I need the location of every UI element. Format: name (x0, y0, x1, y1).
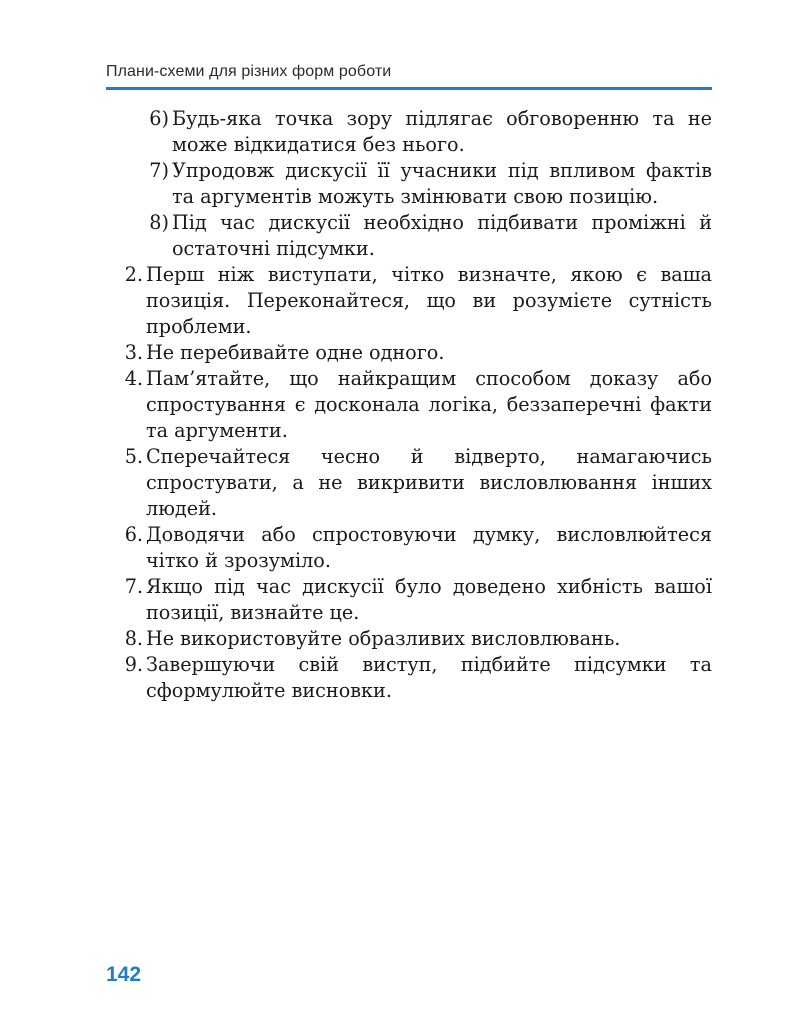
list-item (0, 574, 800, 626)
sub-list-item (0, 210, 800, 262)
item-text: Пам’ятайте, що найкращим способом доказу або спростування є досконала логіка, беззаперечні факти та аргументи. (146, 367, 712, 442)
sub-item-text: Під час дискусії необхідно підбивати проміжні й остаточні підсумки. (172, 211, 712, 260)
item-number: 2. (124, 263, 143, 286)
sub-list-item (0, 106, 800, 158)
list-item (0, 366, 800, 444)
item-number: 8. (124, 627, 143, 650)
item-text: Доводячи або спростовуючи думку, висловлюйтеся чітко й зрозуміло. (146, 523, 712, 572)
sub-list-item (0, 158, 800, 210)
item-number: 7. (124, 575, 143, 598)
sub-item-number: 8) (149, 211, 169, 234)
list-item (0, 652, 800, 704)
item-number: 3. (124, 341, 143, 364)
item-text: Сперечайтеся чесно й відверто, намагаючись спростувати, а не викривити висловлювання інших людей. (146, 445, 712, 520)
list-item (0, 522, 800, 574)
list-item (0, 340, 800, 366)
item-text: Не перебивайте одне одного. (146, 341, 445, 364)
item-text: Не використовуйте образливих висловлювань. (146, 627, 621, 650)
item-number: 4. (124, 367, 143, 390)
sub-item-number: 6) (149, 107, 169, 130)
item-number: 6. (124, 523, 143, 546)
list-item (0, 262, 800, 340)
item-text: Завершуючи свій виступ, підбийте підсумки та сформулюйте висновки. (146, 653, 712, 702)
list-item (0, 444, 800, 522)
sub-item-text: Будь-яка точка зору підлягає обговоренню та не може відкидатися без нього. (172, 107, 712, 156)
item-number: 5. (124, 445, 143, 468)
sub-item-number: 7) (149, 159, 169, 182)
item-text: Якщо під час дискусії було доведено хибність вашої позиції, визнайте це. (146, 575, 712, 624)
list-item (0, 626, 800, 652)
running-header: Плани-схеми для різних форм роботи (106, 63, 392, 80)
page-number: 142 (106, 963, 142, 986)
discussion-rules-list (0, 106, 800, 704)
item-number: 9. (124, 653, 143, 676)
item-text: Перш ніж виступати, чітко визначте, якою є ваша позиція. Переконайтеся, що ви розумієте сутність проблеми. (146, 263, 712, 338)
header-rule (106, 87, 712, 90)
sub-item-text: Упродовж дискусії її учасники під впливом фактів та аргументів можуть змінювати свою позицію. (172, 159, 712, 208)
